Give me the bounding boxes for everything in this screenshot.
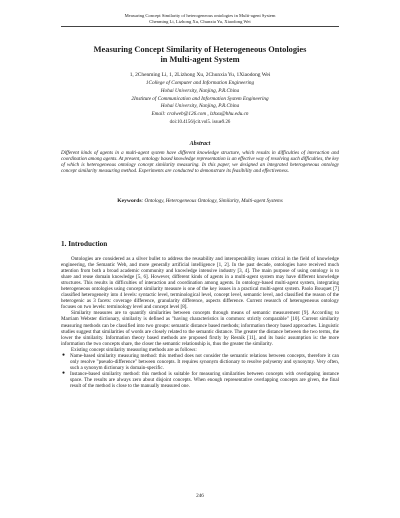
running-head-authors: Chenming Li, Lizhong Xu, Chunxia Yu, Xiaodong Wei: [149, 18, 251, 24]
paper-title-line-1: Measuring Concept Similarity of Heterogeneous Ontologies: [93, 45, 307, 54]
header-rule: [61, 26, 339, 27]
keywords-label: Keywords: [117, 198, 142, 204]
paper-title-line-2: in Multi-agent System: [160, 54, 240, 64]
email-line: Email: cralweb@126.com , lzhxu@hhu.edu.cn: [151, 111, 249, 118]
affiliation-1-line-1: 1College of Computer and Information Engineering: [145, 80, 255, 86]
bullet-text: Instance-based similarity method: this method is suitable for measuring similarities between concepts with overlapping instance space. The results are always zero about disjoint concepts. When enough representative overlapping concepts are given, the final result of the method is close to the manually measured one.: [70, 370, 339, 389]
abstract-heading: Abstract: [189, 141, 211, 147]
paragraph: Similarity measures are to quantify similarities between concepts through means of semantic measurement [9]. According to Marriam Webster dictionary, similarity is defined as "having characteristics in common: strictly comparable" [10]. Current similarity measuring methods can be classified into two groups: semantic distance based methods; information theory based approaches. Linguistic studies suggest that similarities of words are closely related to the semantic distance. The greater the distance between the two terms, the lower the similarity. Information theory based methods are proposed firstly by Resnik [11], and its basic assumption is: the more information the two concepts share, the closer the semantic relationship is, thus the greater the similarity.: [61, 310, 339, 347]
paragraph: Ontologies are considered as a silver bullet to address the reusability and interoperability issues critical in the field of knowledge engineering, the Semantic Web, and more generally artificial intelligence [1, 2]. In the past decade, ontologies have received much attention from both a broad academic community and knowledge intensive industry [3, 4]. The main purpose of using ontology is to share and reuse domain knowledge [5, 6]. However, different kinds of agents in a multi-agent system may have different knowledge structures. This results in difficulties of interaction and coordination among agents. In ontology-based multi-agent system, integrating heterogeneous ontologies using concept similarity measure is one of the key issues in a practical multi-agent system. Paolo Bouquet [7] classified heterogeneity into 4 levels: syntactic level, terminological level, concept level, semantic level, and classified the reason of the heterogenic as 3 facets: coverage difference, granularity difference, aspects difference. Current research of heterogeneous ontology focuses on two levels: terminology level and concept level [8].: [61, 256, 339, 311]
keywords-value: : Ontology, Heterogeneous Ontology, Similarity, Multi-agent Systems: [141, 198, 283, 204]
running-head: [0, 13, 400, 24]
body-text: [61, 256, 339, 389]
bullet-icon: ●: [62, 352, 66, 358]
bullet-text: Name-based similarity measuring method: this method does not consider the semantic relations between concepts, therefore it can only resolve "pseudo-difference" between concepts. It requires synonym dictionary to resolve polysemy and synonymy. Very often, such a synonym dictionary is domain-specific.: [70, 352, 339, 371]
running-head-title: Measuring Concept Similarity of heterogeneous ontologies in Multi-agent System: [124, 13, 276, 18]
bullet-icon: ●: [62, 370, 66, 376]
paper-title: [40, 45, 360, 64]
bullet-list: [61, 353, 339, 389]
affiliation-1-line-2: Hohai University, Nanjing, P.R.China: [160, 87, 240, 94]
paragraph: Existing concept similarity measuring methods are as follows:: [71, 346, 197, 353]
section-heading-introduction: 1. Introduction: [61, 240, 108, 248]
affiliation-2-line-2: Hohai University, Nanjing, P.R.China: [160, 103, 240, 110]
doi-line: doi:10.4156/jcit.vol5. issue9.26: [169, 119, 231, 125]
bullet-item: [62, 352, 339, 371]
affiliation-2-line-1: 2Institute of Communication and Information System Engineering: [131, 95, 269, 102]
keywords-line: [61, 198, 339, 204]
page-number: 246: [196, 493, 204, 499]
affiliations: [40, 80, 360, 127]
bullet-item: [62, 370, 339, 389]
author-list: 1, 2Chenming Li, 1, 2Lizhong Xu, 2Chunxia Yu, 1Xiaodong Wei: [129, 72, 271, 78]
abstract-text: Different kinds of agents in a multi-agent system have different knowledge structure, which results in difficulties of interaction and coordination among agents. At present, ontology based knowledge representation is an effective way of resolving such difficulties, the key of which is heterogeneous ontology concept similarity measuring. In this paper, we designed an integrated heterogeneous ontology concept similarity measuring method. Experiments are conducted to demonstrate its feasibility and effectiveness.: [61, 150, 339, 175]
